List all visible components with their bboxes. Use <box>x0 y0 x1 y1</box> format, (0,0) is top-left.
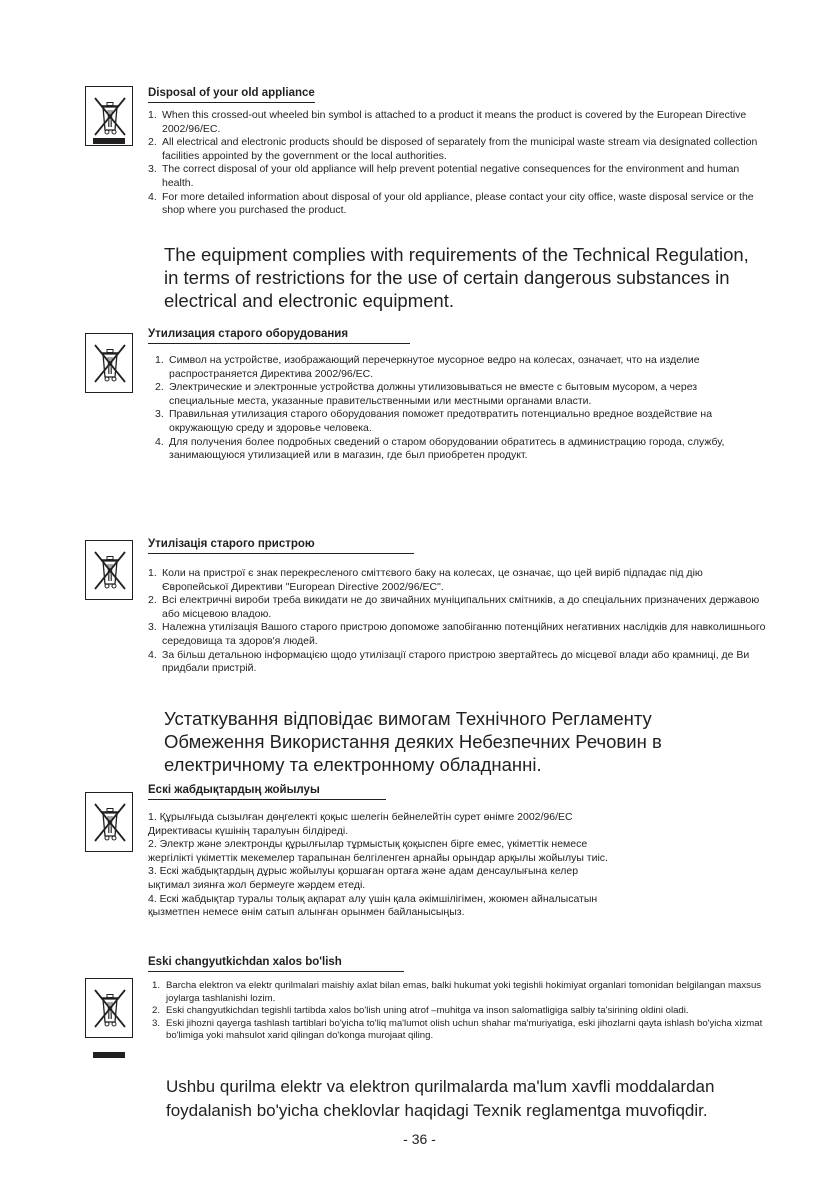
bin-underline-bar <box>93 1052 125 1058</box>
section-heading: Ескі жабдықтардың жойылуы <box>148 783 386 800</box>
crossed-out-bin-icon <box>85 540 133 600</box>
list-item: қызметпен немесе өнім сатып алынған орынмен байланысыңыз. <box>148 906 465 919</box>
section-heading: Утилізація старого пристрою <box>148 537 414 554</box>
list-item: 3. Ескі жабдықтардың дұрыс жойылуы қоршаған ортаға және адам денсаулығына келер <box>148 865 579 878</box>
section-heading: Eski changyutkichdan xalos bo'lish <box>148 955 404 972</box>
list-item: 1. Құрылғыда сызылған дөңгелекті қоқыс шелегін бейнелейтін сурет өнімге 2002/96/EC <box>148 811 573 823</box>
item-list <box>155 354 750 463</box>
compliance-statement: Ushbu qurilma elektr va elektron qurilmalarda ma'lum xavfli moddalardan foydalanish bo'yicha cheklovlar haqidagi Texnik reglamentga muvofiqdir. <box>166 1077 715 1120</box>
list-item: 3. The correct disposal of your old appliance will help prevent potential negative consequences for the environment and human health. <box>148 163 740 189</box>
list-item: 4. Ескі жабдықтар туралы толық ақпарат алу үшін қала әкімшілігімен, жоюмен айналысатын <box>148 892 598 905</box>
list-item: ықтимал зиянға жол бермеуге жәрдем етеді. <box>148 878 366 891</box>
list-item: 2. Всі електричні вироби треба викидати не до звичайних муніципальних смітників, а до спеціальних призначених державою або місцевою владою. <box>148 594 760 620</box>
weee-symbol <box>85 978 133 1038</box>
compliance-statement: The equipment complies with requirements of the Technical Regulation, in terms of restrictions for the use of certain dangerous substances in electrical and electronic equipment. <box>164 244 749 311</box>
list-item: 2. Eski changyutkichdan tegishli tartibda xalos bo'lish uning atrof –muhitga va inson salomatligiga salbiy ta'sirining oldini oladi. <box>152 1005 689 1017</box>
weee-symbol <box>85 540 133 600</box>
section-heading: Утилизация старого оборудования <box>148 327 410 344</box>
list-item: 1. Barcha elektron va elektr qurilmalari maishiy axlat bilan emas, balki hukumat yoki tegishli hokimiyat organlari tomonidan belgilangan maxsus joylarga tashlanishi lozim. <box>152 980 762 1004</box>
item-list <box>152 980 774 1043</box>
item-list <box>148 811 608 920</box>
list-item: 4. For more detailed information about disposal of your old appliance, please contact your city office, waste disposal service or the shop where you purchased the product. <box>148 190 754 217</box>
section-heading: Disposal of your old appliance <box>148 86 315 103</box>
list-item: 2. Электр және электронды құрылғылар тұрмыстық қоқыспен бірге емес, үкіметтік немесе <box>148 838 588 851</box>
page-number: - 36 - <box>403 1131 436 1147</box>
list-item: 1. When this crossed-out wheeled bin symbol is attached to a product it means the product is covered by the European Directive 2002/96/EC. <box>148 109 747 135</box>
item-list <box>148 567 768 676</box>
crossed-out-bin-icon <box>85 792 133 852</box>
weee-symbol <box>85 333 133 393</box>
crossed-out-bin-icon <box>85 333 133 393</box>
list-item: жергілікті үкіметтік мекемелер тарапынан белгіленген арнайы орындар арқылы жойылуы тиіс. <box>148 851 608 864</box>
list-item: 4. Для получения более подробных сведений о старом оборудовании обратитесь в администрацию города, службу, занимающуюся утилизацией или в магазин, где был приобретен продукт. <box>155 435 725 462</box>
list-item: 3. Eski jihozni qayerga tashlash tartiblari bo'yicha to'liq ma'lumot olish uchun shahar ma'muriyatiga, eski jihozlarni qayta ishlash bo'yicha xizmat bo'limiga yoki mahsulot xarid qilingan do'konga murojaat qiling. <box>152 1017 763 1042</box>
compliance-statement: Устаткування відповідає вимогам Технічного Регламенту Обмеження Використання деяких Небезпечних Речовин в електричному та електронному обладнанні. <box>164 708 662 775</box>
weee-symbol <box>85 86 133 146</box>
list-item: 2. All electrical and electronic products should be disposed of separately from the municipal waste stream via designated collection facilities appointed by the government or the local authorities. <box>148 136 758 162</box>
bin-underline-bar <box>93 138 125 144</box>
crossed-out-bin-icon <box>85 86 133 146</box>
item-list <box>148 109 768 218</box>
list-item: 3. Належна утилізація Вашого старого пристрою допоможе запобіганню потенційних негативних наслідків для навколишнього середовища та здоров'я людей. <box>148 621 766 647</box>
list-item: 3. Правильная утилизация старого оборудования поможет предотвратить потенциально вредное воздействие на окружающую среду и здоровье человека. <box>155 408 713 434</box>
list-item: 1. Символ на устройстве, изображающий перечеркнутое мусорное ведро на колесах, означает, что на изделие распространяется Директива 2002/96/EC. <box>155 354 700 380</box>
list-item: 4. За більш детальною інформацією щодо утилізації старого пристрою звертайтесь до місцевої влади або крамниці, де Ви придбали пристрій. <box>148 648 750 675</box>
crossed-out-bin-icon <box>85 978 133 1038</box>
list-item: Директивасы күшінің таралуын білдіреді. <box>148 824 349 837</box>
weee-symbol <box>85 792 133 852</box>
list-item: 1. Коли на пристрої є знак перекресленого сміттєвого баку на колесах, це означає, що цей виріб підпадає під дію Європейської Директиви "European Directive 2002/96/EC". <box>148 567 703 593</box>
list-item: 2. Электрические и электронные устройства должны утилизовываться не вместе с бытовым мусором, а через специальные места, указанные правительственными или местными органами власти. <box>155 381 698 407</box>
